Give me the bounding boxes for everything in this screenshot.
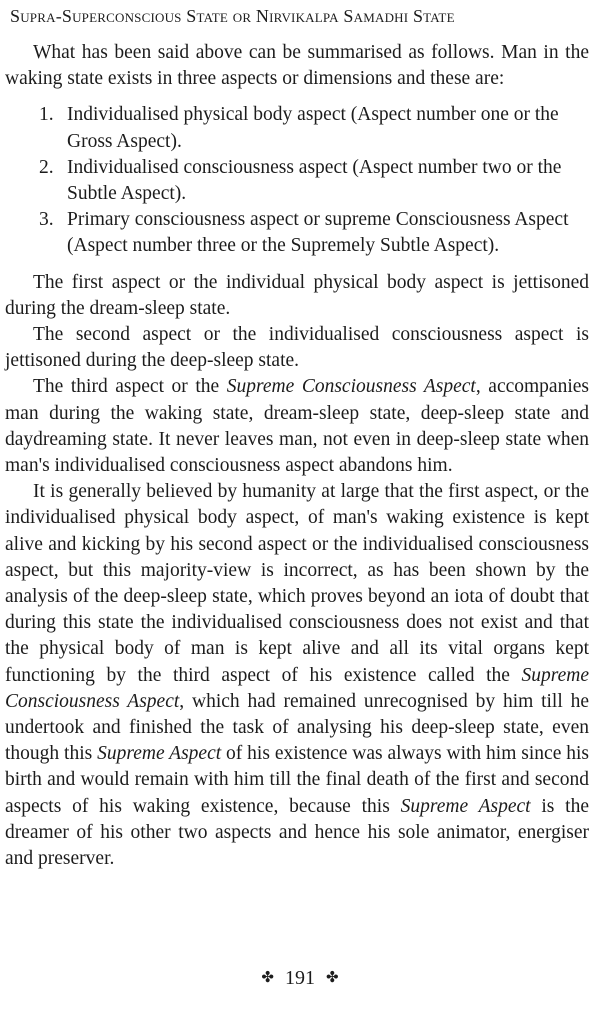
emphasis-term: Supreme Consciousness Aspect bbox=[226, 376, 476, 398]
paragraph-third-aspect bbox=[5, 374, 589, 479]
running-head: Supra-Superconscious State or Nirvikalpa Samadhi State bbox=[10, 6, 455, 26]
page-number: 191 bbox=[285, 967, 315, 989]
aspects-list bbox=[5, 102, 589, 259]
text-run: The third aspect or the bbox=[33, 376, 227, 398]
emphasis-term: Supreme Consciousness Aspect bbox=[5, 664, 589, 712]
list-item-number: 1. bbox=[39, 104, 54, 126]
list-item bbox=[5, 207, 589, 259]
list-item-text: Individualised consciousness aspect (Aspect number two or the Subtle Aspect). bbox=[67, 156, 562, 205]
paragraph-second-aspect: The second aspect or the individualised consciousness aspect is jettisoned during the deep-sleep state. bbox=[5, 324, 589, 372]
ornament-icon: ✤ bbox=[261, 970, 274, 986]
paragraph-general-belief bbox=[5, 479, 589, 872]
list-item bbox=[5, 102, 589, 154]
text-run: , accompanies man during the waking state, dream-sleep state, deep-sleep state and daydreaming state. It never leaves man, not even in deep-sleep state when man's individualised consciousness aspect abandons him. bbox=[5, 376, 589, 477]
text-run: is the dreamer of his other two aspects and hence his sole animator, energiser and preserver. bbox=[5, 795, 589, 870]
text-run: It is generally believed by humanity at large that the first aspect, or the individualised physical body aspect, of man's waking existence is kept alive and kicking by his second aspect or the individualised consciousness aspect, but this majority-view is incorrect, as has been shown by the analysis of the deep-sleep state, which proves beyond an iota of doubt that during this state the individualised consciousness does not exist and that the physical body of man is kept alive and all its vital organs kept functioning by the third aspect of his existence called the bbox=[5, 481, 589, 686]
text-run: , which had remained unrecognised by him till he undertook and finished the task of analysing his deep-sleep state, even though this bbox=[5, 690, 589, 765]
list-item-text: Individualised physical body aspect (Aspect number one or the Gross Aspect). bbox=[67, 104, 559, 152]
ornament-icon: ✤ bbox=[326, 970, 339, 986]
list-item bbox=[5, 155, 589, 207]
text-run: of his existence was always with him since his birth and would remain with him till the final death of the first and second aspects of his waking existence, because this bbox=[5, 743, 589, 817]
paragraph-first-aspect: The first aspect or the individual physical body aspect is jettisoned during the dream-sleep state. bbox=[5, 271, 589, 319]
list-item-text: Primary consciousness aspect or supreme Consciousness Aspect (Aspect number three or the Supremely Subtle Aspect). bbox=[67, 209, 569, 257]
body-text bbox=[5, 40, 589, 872]
page-folio bbox=[0, 965, 600, 991]
list-item-number: 2. bbox=[39, 156, 54, 178]
list-item-number: 3. bbox=[39, 209, 54, 231]
emphasis-term: Supreme Aspect bbox=[400, 795, 531, 817]
emphasis-term: Supreme Aspect bbox=[97, 743, 222, 765]
intro-paragraph: What has been said above can be summarised as follows. Man in the waking state exists in three aspects or dimensions and these are: bbox=[5, 42, 589, 90]
